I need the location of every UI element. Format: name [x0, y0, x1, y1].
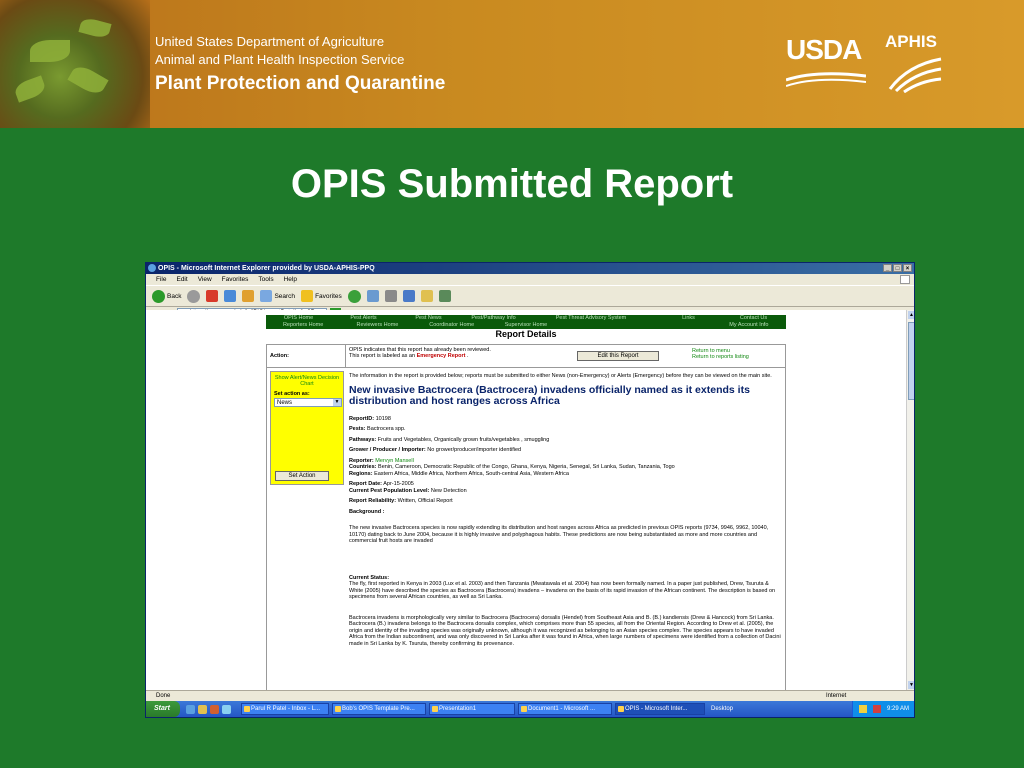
nav-coordinator-home[interactable]: Coordinator Home: [429, 322, 475, 328]
edit-icon[interactable]: [403, 290, 415, 302]
agency-line2: Animal and Plant Health Inspection Service: [155, 52, 405, 67]
quick-launch: [186, 705, 231, 714]
star-icon: [301, 290, 313, 302]
menu-favorites[interactable]: Favorites: [221, 276, 249, 283]
security-zone: Internet: [826, 693, 847, 699]
action-msg-line2: This report is labeled as an: [349, 353, 416, 359]
ie-icon: [148, 264, 156, 272]
aphis-logo: APHIS: [885, 32, 937, 51]
scroll-thumb[interactable]: [908, 322, 915, 400]
refresh-icon[interactable]: [224, 290, 236, 302]
scroll-down-icon[interactable]: ▼: [909, 682, 914, 688]
report-headline: New invasive Bactrocera (Bactrocera) invadens officially named as it extends its distribution and host ranges across Africa: [349, 383, 750, 407]
desktop-toolbar[interactable]: Desktop: [711, 706, 734, 712]
usda-logo-swoosh: [786, 68, 866, 90]
field-background-label: [349, 509, 781, 516]
favorites-label: Favorites: [315, 292, 342, 300]
home-icon[interactable]: [242, 290, 254, 302]
report-content: [266, 368, 786, 690]
return-to-menu-link[interactable]: Return to menu: [692, 348, 730, 354]
search-icon: [260, 290, 272, 302]
field-population-level: [349, 488, 781, 495]
network-icon[interactable]: [859, 705, 867, 713]
edit-report-button[interactable]: Edit this Report: [577, 351, 659, 361]
antivirus-icon[interactable]: [873, 705, 881, 713]
field-label: Pests:: [349, 426, 366, 432]
reporter-link[interactable]: Mervyn Mansell: [375, 457, 414, 464]
role-nav: [266, 322, 786, 329]
forward-button[interactable]: [187, 290, 200, 303]
menu-tools[interactable]: Tools: [258, 276, 274, 283]
minimize-icon[interactable]: _: [883, 264, 892, 272]
field-value: Bactrocera spp.: [367, 426, 406, 432]
menu-edit[interactable]: Edit: [176, 276, 188, 283]
status-text: The fly, first reported in Kenya in 2003 (Lux et al. 2003) and then Tanzania (Mwatawala et al. 2004) has now been formally named. In a paper just published, Drew, Tsuruta & White (2005) have described the species as Bactrocera (Bactrocera) invadens – invadens on the basis of its rapid invasion of the African continent. The description is based on specimens from several African countries, as well as Sri Lanka.: [349, 581, 776, 600]
menu-view[interactable]: View: [197, 276, 212, 283]
media-launch-icon[interactable]: [222, 705, 231, 714]
slide-title: OPIS Submitted Report: [290, 162, 734, 206]
favorites-button[interactable]: [301, 290, 342, 302]
task-presentation[interactable]: Presentation1: [429, 703, 515, 715]
field-label: Report Date:: [349, 481, 383, 487]
window-titlebar: [146, 263, 914, 274]
folder-icon[interactable]: [421, 290, 433, 302]
start-button[interactable]: Start: [146, 701, 180, 717]
chevron-down-icon: ▼: [334, 399, 340, 405]
agency-line1: United States Department of Agriculture: [155, 34, 385, 49]
field-label: Countries:: [349, 464, 377, 470]
field-grower: [349, 447, 781, 454]
page-viewport: [146, 310, 906, 690]
set-action-select[interactable]: [274, 398, 342, 407]
nav-pest-alerts[interactable]: Pest Alerts: [350, 315, 377, 321]
field-label: Current Pest Population Level:: [349, 487, 430, 494]
mail-icon[interactable]: [367, 290, 379, 302]
field-label: Reporter:: [349, 457, 374, 464]
back-label: Back: [167, 292, 182, 300]
print-icon[interactable]: [385, 290, 397, 302]
field-label: Grower / Producer / Importer:: [349, 447, 426, 453]
back-arrow-icon: [152, 290, 165, 303]
outlook-launch-icon[interactable]: [210, 705, 219, 714]
scroll-up-icon[interactable]: ▲: [909, 312, 914, 318]
action-msg-end: .: [467, 353, 469, 359]
nav-reviewers-home[interactable]: Reviewers Home: [356, 322, 399, 328]
action-label: Action:: [270, 353, 289, 359]
task-opis-ie[interactable]: OPIS - Microsoft Inter...: [615, 703, 705, 715]
emergency-label: Emergency Report: [416, 353, 466, 359]
report-intro: The information in the report is provided below; reports must be submitted to either News (non-Emergency) or Alerts (Emergency) before they can be viewed on the main site.: [349, 373, 772, 379]
field-regions: [349, 471, 781, 478]
field-pathways: [349, 437, 781, 444]
program-name: Plant Protection and Quarantine: [155, 73, 446, 94]
menu-bar: [146, 274, 914, 285]
field-label: ReportID:: [349, 415, 375, 422]
field-value: New Detection: [430, 487, 467, 494]
status-text: Done: [156, 693, 171, 699]
action-msg-line1: OPIS indicates that this report has already been reviewed.: [349, 347, 491, 353]
browser-toolbar: [146, 285, 914, 307]
return-to-listing-link[interactable]: Return to reports listing: [692, 354, 749, 360]
field-pests: [349, 426, 781, 433]
field-value: Benin, Cameroon, Democratic Republic of the Congo, Ghana, Kenya, Nigeria, Senegal, Sri Lanka, Sudan, Tanzania, Togo: [378, 464, 675, 470]
search-button[interactable]: [260, 290, 295, 302]
nav-pest-threat-advisory[interactable]: Pest Threat Advisory System: [555, 315, 627, 321]
taskbar: [146, 701, 915, 717]
set-action-button[interactable]: Set Action: [275, 471, 329, 481]
ie-launch-icon[interactable]: [186, 705, 195, 714]
field-value: No grower/producer/importer identified: [427, 447, 522, 453]
nav-supervisor-home[interactable]: Supervisor Home: [504, 322, 548, 328]
nav-pest-news[interactable]: Pest News: [415, 315, 442, 321]
nav-spacer: [563, 322, 712, 329]
usda-logo: USDA: [786, 34, 862, 65]
field-label: Pathways:: [349, 436, 377, 443]
folder-launch-icon[interactable]: [198, 705, 207, 714]
maximize-icon[interactable]: □: [893, 264, 902, 272]
stop-icon[interactable]: [206, 290, 218, 302]
field-value: Written, Official Report: [397, 498, 453, 504]
field-value: 10198: [375, 415, 391, 422]
main-nav: [266, 315, 786, 322]
field-label: Background :: [349, 508, 385, 515]
field-value: Eastern Africa, Middle Africa, Northern Africa, South-central Asia, Western Africa: [374, 470, 569, 477]
plant-photo: [0, 0, 150, 128]
field-label: Report Reliability:: [349, 498, 397, 504]
morphology-text: Bactrocera invadens is morphologically very similar to Bactrocera (Bactrocera) dorsalis (Hendel) from Southeast Asia and B. (B.) kandiensis (Drew & Hancock) from Sri Lanka. Bactrocera (B.) invadens belongs to the Bactrocera dorsalis complex, which comprises more than 55 species, all from the Oriental Region. According to Drew et al. (2005), the origin and identity of the invading species was originally unknown, although it was recognized as belonging to an Asian species complex. The species appears to have invaded Africa from the Indian subcontinent, and was only discovered in Sri Lanka after it was found in Africa, when large numbers of specimens were identified from a collection of Dacini made in Sri Lanka by K. Tsuruta, thereby confirming its provenance.: [349, 614, 781, 647]
nav-links[interactable]: Links: [682, 315, 695, 321]
field-value: Apr-15-2005: [383, 481, 414, 487]
back-button[interactable]: [152, 290, 181, 303]
set-action-value: News: [277, 400, 293, 406]
close-icon[interactable]: ×: [903, 264, 912, 272]
task-inbox[interactable]: Parul R Patel - Inbox - L...: [241, 703, 329, 715]
aphis-logo-mark: [888, 55, 943, 93]
field-reliability: [349, 498, 781, 505]
system-tray: [852, 701, 915, 717]
agency-block: [155, 33, 445, 95]
report-body: [349, 373, 781, 651]
slide-banner: [0, 0, 1024, 128]
field-label: Current Status:: [349, 574, 390, 581]
nav-pest-pathway-info[interactable]: Pest/Pathway Info: [471, 315, 516, 321]
nav-reporters-home[interactable]: Reporters Home: [282, 322, 324, 328]
set-action-panel: [270, 371, 344, 485]
clock: 9:29 AM: [886, 706, 909, 712]
decision-chart-link[interactable]: Show Alert/News Decision Chart: [274, 375, 340, 387]
windows-flag-icon: [900, 275, 910, 284]
action-message: [349, 347, 539, 359]
vertical-scrollbar[interactable]: [906, 310, 915, 690]
return-links: [692, 348, 749, 360]
history-icon[interactable]: [348, 290, 361, 303]
field-report-id: [349, 416, 781, 423]
nav-opis-home[interactable]: OPIS Home: [283, 315, 314, 321]
status-bar: [146, 690, 915, 701]
field-value: Fruits and Vegetables, Organically grown fruits/vegetables , smuggling: [377, 436, 550, 443]
field-label: Regions:: [349, 470, 373, 477]
report-details-heading: Report Details: [495, 329, 557, 339]
background-text: The new invasive Bactrocera species is now rapidly extending its distribution and host ranges across Africa as predicted in previous OPIS reports (9734, 9946, 9962, 10040, 10170) dating back to June 2004, because it is highly invasive and polyphagous habits. These predictions are now being substantiated as more and more countries and commercial fruit hosts are invaded: [349, 525, 769, 544]
nav-contact-us[interactable]: Contact Us: [739, 315, 768, 321]
task-opis-template[interactable]: Bob's OPIS Template Pre...: [332, 703, 426, 715]
menu-help[interactable]: Help: [283, 276, 297, 283]
action-panel: [266, 344, 786, 368]
nav-my-account[interactable]: My Account Info: [729, 322, 769, 328]
messenger-icon[interactable]: [439, 290, 451, 302]
window-title: OPIS - Microsoft Internet Explorer provided by USDA-APHIS-PPQ: [158, 265, 375, 272]
set-action-label: Set action as:: [274, 391, 310, 397]
task-document[interactable]: Document1 - Microsoft ...: [518, 703, 612, 715]
search-label: Search: [274, 292, 296, 300]
browser-window: [145, 262, 915, 718]
menu-file[interactable]: File: [156, 276, 167, 283]
